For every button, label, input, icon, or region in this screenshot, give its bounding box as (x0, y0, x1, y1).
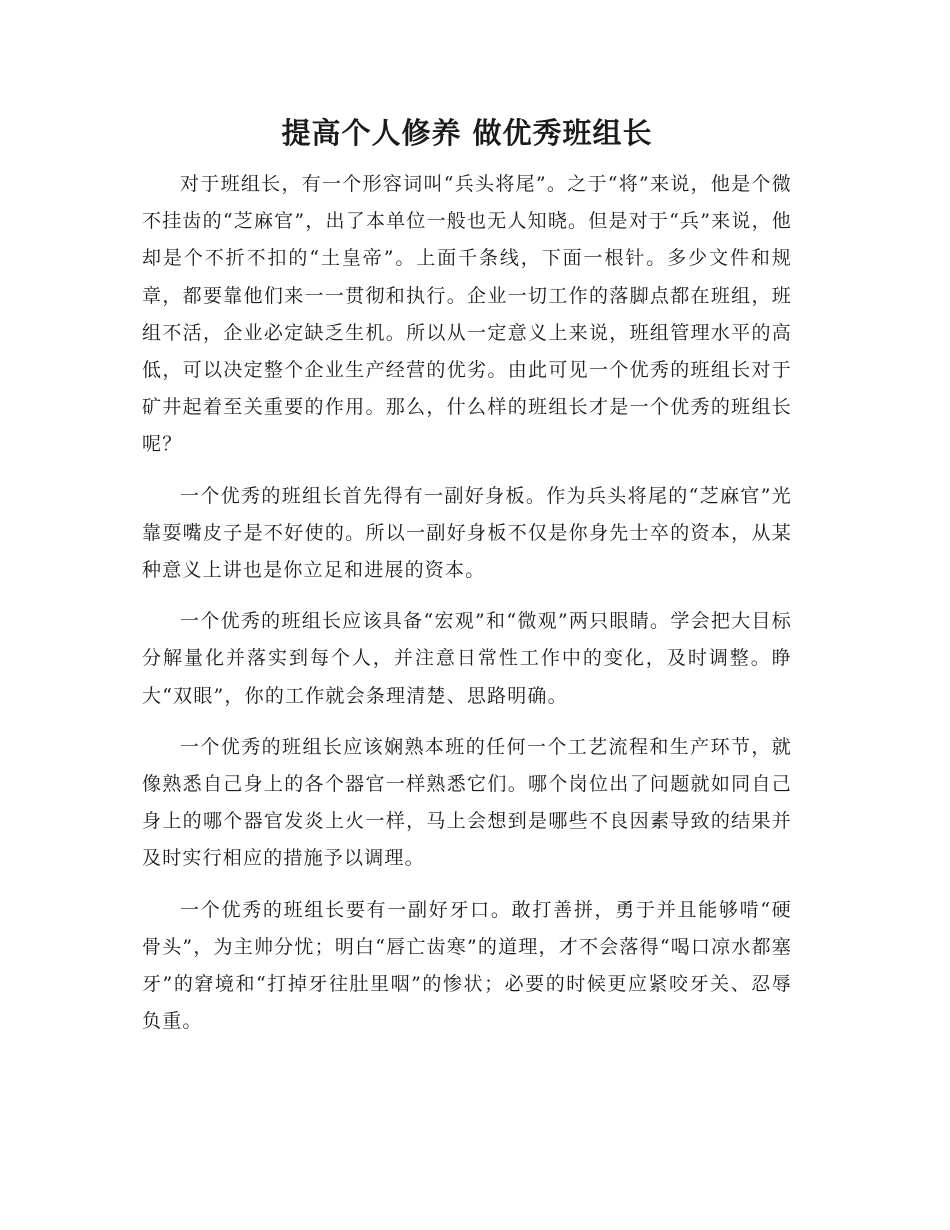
document-body (142, 166, 792, 1040)
paragraph-4: 一个优秀的班组长应该娴熟本班的任何一个工艺流程和生产环节，就像熟悉自己身上的各个器官一样熟悉它们。哪个岗位出了问题就如同自己身上的哪个器官发炎上火一样，马上会想到是哪些不良因素导致的结果并及时实行相应的措施予以调理。 (142, 735, 792, 870)
document-page (142, 0, 792, 1054)
paragraph-2: 一个优秀的班组长首先得有一副好身板。作为兵头将尾的“芝麻官”光靠耍嘴皮子是不好使的。所以一副好身板不仅是你身先士卒的资本，从某种意义上讲也是你立足和进展的资本。 (142, 484, 792, 582)
paragraph-1: 对于班组长，有一个形容词叫“兵头将尾”。之于“将”来说，他是个微不挂齿的“芝麻官”，出了本单位一般也无人知晓。但是对于“兵”来说，他却是个不折不扣的“土皇帝”。上面千条线，下面一根针。多少文件和规章，都要靠他们来一一贯彻和执行。企业一切工作的落脚点都在班组，班组不活，企业必定缺乏生机。所以从一定意义上来说，班组管理水平的高低，可以决定整个企业生产经营的优劣。由此可见一个优秀的班组长对于矿井起着至关重要的作用。那么，什么样的班组长才是一个优秀的班组长呢？ (142, 173, 792, 456)
paragraph-5: 一个优秀的班组长要有一副好牙口。敢打善拼，勇于并且能够啃“硬骨头”，为主帅分忧；明白“唇亡齿寒”的道理，才不会落得“喝口凉水都塞牙”的窘境和“打掉牙往肚里咽”的惨状；必要的时候更应紧咬牙关、忍辱负重。 (142, 898, 792, 1033)
document-title: 提高个人修养 做优秀班组长 (281, 116, 653, 150)
paragraph-3: 一个优秀的班组长应该具备“宏观”和“微观”两只眼睛。学会把大目标分解量化并落实到每个人，并注意日常性工作中的变化，及时调整。睁大“双眼”，你的工作就会条理清楚、思路明确。 (142, 610, 792, 707)
